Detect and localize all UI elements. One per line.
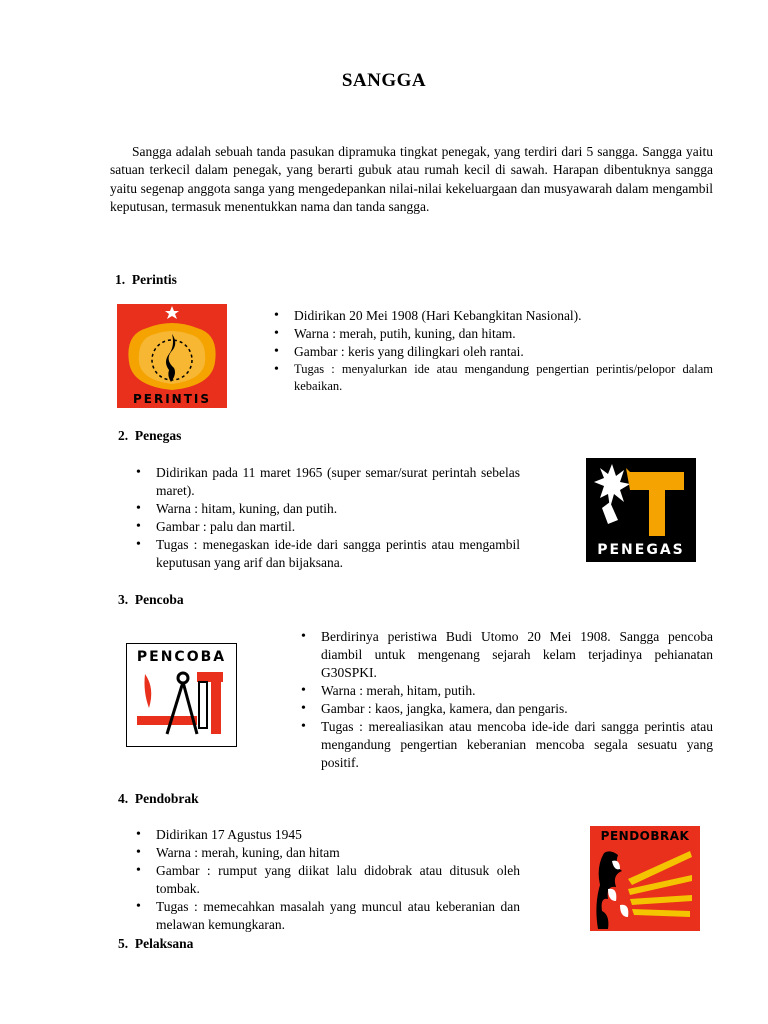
list-item: • Warna : merah, putih, kuning, dan hitam. (272, 325, 713, 343)
list-item: • Berdirinya peristiwa Budi Utomo 20 Mei 1908. Sangga pencoba diambil untuk mengenang sejarah kelam terjadinya pehianatan G30SPKI. (299, 628, 713, 682)
section-number: 2. (118, 428, 129, 443)
list-item: • Gambar : palu dan martil. (134, 518, 520, 536)
list-item: • Didirikan pada 11 maret 1965 (super semar/surat perintah sebelas maret). (134, 464, 520, 500)
pencoba-logo-label: PENCOBA (136, 649, 227, 665)
section-name: Pelaksana (134, 936, 194, 951)
intro-paragraph: Sangga adalah sebuah tanda pasukan dipramuka tingkat penegak, yang terdiri dari 5 sangga. Sangga yaitu satuan terkecil dalam penegak, yang berarti gubuk atau rumah kecil di sawah. Harapan dibentuknya sangga yaitu segenap anggota sanga yang mengedepankan nilai-nilai kekeluargaan dan musyawarah dalam mengambil keputusan, termasuk menentukkan nama dan tanda sangga. (110, 144, 713, 215)
section-name: Pendobrak (134, 791, 199, 806)
pendobrak-bullet-list (134, 826, 520, 934)
list-item: • Tugas : merealiasikan atau mencoba ide-ide dari sangga perintis atau mengandung pengertian keberanian mencoba segala sesuatu yang positif. (299, 718, 713, 772)
list-item: • Didirikan 20 Mei 1908 (Hari Kebangkitan Nasional). (272, 307, 713, 325)
list-item: • Warna : hitam, kuning, dan putih. (134, 500, 520, 518)
section-heading-penegas (118, 428, 181, 444)
list-item: • Tugas : menegaskan ide-ide dari sangga perintis atau mengambil keputusan yang arif dan bijaksana. (134, 536, 520, 572)
section-number: 5. (118, 936, 129, 951)
perintis-bullet-list (272, 307, 713, 395)
perintis-logo-label: PERINTIS (132, 392, 212, 406)
perintis-logo (117, 304, 227, 408)
section-name: Perintis (131, 272, 177, 287)
list-item: • Warna : merah, kuning, dan hitam (134, 844, 520, 862)
penegas-logo-label: PENEGAS (597, 542, 685, 558)
penegas-bullet-list (134, 464, 520, 572)
section-heading-pelaksana (118, 936, 193, 952)
section-heading-pencoba (118, 592, 184, 608)
pencoba-logo (126, 643, 237, 747)
perintis-emblem-icon (117, 304, 227, 390)
list-item: • Tugas : menyalurkan ide atau mengandung pengertian perintis/pelopor dalam kebaikan. (272, 361, 713, 395)
list-item: • Gambar : keris yang dilingkari oleh rantai. (272, 343, 713, 361)
pendobrak-logo (590, 826, 700, 931)
section-heading-pendobrak (118, 791, 199, 807)
section-number: 3. (118, 592, 129, 607)
spear-grass-icon (590, 845, 700, 931)
section-name: Pencoba (134, 592, 184, 607)
penegas-logo (586, 458, 696, 562)
pendobrak-logo-label: PENDOBRAK (600, 829, 690, 843)
compass-ruler-icon (127, 668, 235, 744)
section-heading-perintis (115, 272, 177, 288)
section-number: 1. (115, 272, 126, 287)
section-name: Penegas (134, 428, 182, 443)
list-item: • Didirikan 17 Agustus 1945 (134, 826, 520, 844)
list-item: • Gambar : rumput yang diikat lalu didobrak atau ditusuk oleh tombak. (134, 862, 520, 898)
section-number: 4. (118, 791, 129, 806)
hammer-icon (586, 458, 696, 538)
list-item: • Gambar : kaos, jangka, kamera, dan pengaris. (299, 700, 713, 718)
pencoba-bullet-list (299, 628, 713, 772)
list-item: • Tugas : memecahkan masalah yang muncul atau keberanian dan melawan kemungkaran. (134, 898, 520, 934)
list-item: • Warna : merah, hitam, putih. (299, 682, 713, 700)
page-title: SANGGA (341, 70, 427, 91)
